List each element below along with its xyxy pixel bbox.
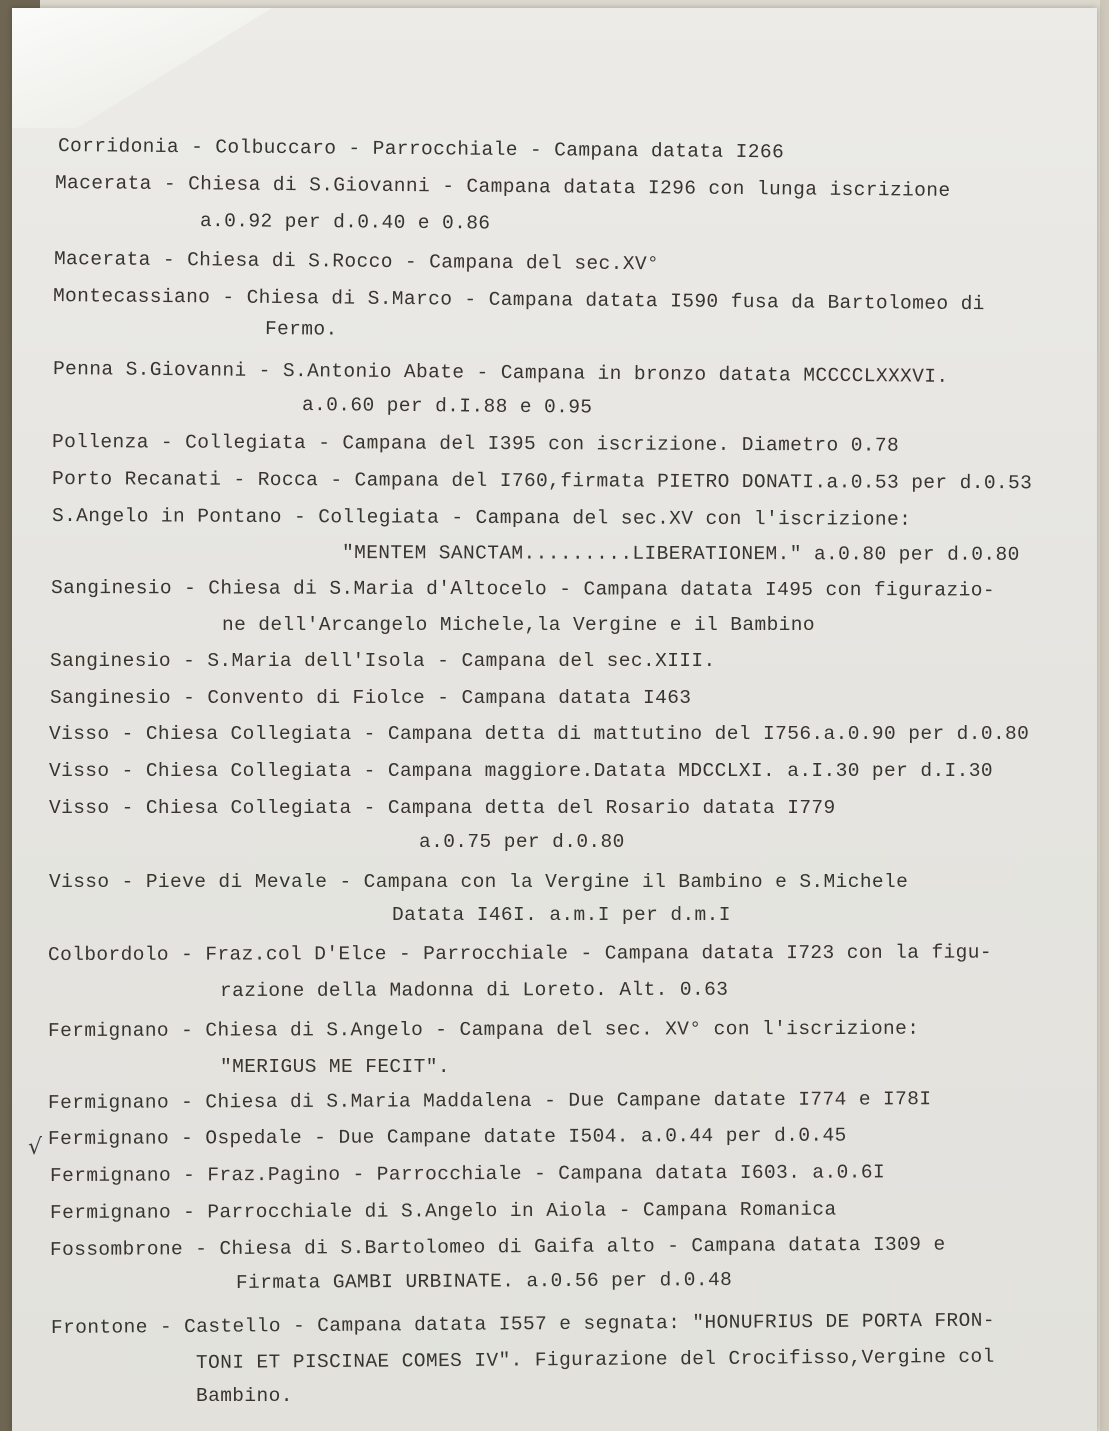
entry-line: "MENTEM SANCTAM.........LIBERATIONEM." a.0.80 per d.0.80 (341, 542, 1020, 566)
entry-line: a.0.75 per d.0.80 (419, 831, 625, 853)
entry-line: Fermignano - Chiesa di S.Angelo - Campana del sec. XV° con l'iscrizione: (47, 1017, 920, 1042)
entry-line: Porto Recanati - Rocca - Campana del I760,firmata PIETRO DONATI.a.0.53 per d.0.53 (51, 468, 1033, 495)
entry-line: Visso - Chiesa Collegiata - Campana detta del Rosario datata I779 (49, 797, 836, 819)
entry-line: Macerata - Chiesa di S.Rocco - Campana del sec.XV° (53, 248, 660, 276)
entry-line: a.0.92 per d.0.40 e 0.86 (199, 210, 491, 235)
entry-line: Fermignano - Parrocchiale di S.Angelo in Aiola - Campana Romanica (49, 1198, 837, 1224)
entry-line: Firmata GAMBI URBINATE. a.0.56 per d.0.48 (235, 1268, 733, 1294)
entry-line: Fossombrone - Chiesa di S.Bartolomeo di Gaifa alto - Campana datata I309 e (49, 1233, 946, 1261)
entry-line: ne dell'Arcangelo Michele,la Vergine e il Bambino (222, 614, 815, 636)
entry-line: S.Angelo in Pontano - Collegiata - Campana del sec.XV con l'iscrizione: (51, 505, 912, 531)
entry-line: TONI ET PISCINAE COMES IV". Figurazione del Crocifisso,Vergine col (195, 1345, 995, 1374)
entry-line: razione della Madonna di Loreto. Alt. 0.63 (219, 978, 729, 1002)
check-mark-icon: √ (28, 1135, 43, 1160)
entry-line: Visso - Chiesa Collegiata - Campana maggiore.Datata MDCCLXI. a.I.30 per d.I.30 (49, 760, 993, 782)
entry-line: Sanginesio - Convento di Fiolce - Campana datata I463 (50, 687, 692, 709)
entry-line: "MERIGUS ME FECIT". (220, 1056, 450, 1078)
entry-line: Corridonia - Colbuccaro - Parrocchiale - Campana datata I266 (57, 135, 785, 164)
entry-line: Montecassiano - Chiesa di S.Marco - Campana datata I590 fusa da Bartolomeo di (52, 285, 985, 316)
entry-line: Sanginesio - Chiesa di S.Maria d'Altocelo - Campana datata I495 con figurazio- (50, 577, 995, 602)
entry-line: Fermo. (264, 318, 338, 341)
entry-line: Datata I46I. a.m.I per d.m.I (392, 904, 731, 926)
entry-line: Fermignano - Fraz.Pagino - Parrocchiale - Campana datata I603. a.0.6I (49, 1161, 886, 1187)
entry-line: Fermignano - Chiesa di S.Maria Maddalena - Due Campane datate I774 e I78I (47, 1088, 932, 1114)
entry-line: Macerata - Chiesa di S.Giovanni - Campana datata I296 con lunga iscrizione (54, 172, 951, 202)
entry-line: Frontone - Castello - Campana datata I557 e segnata: "HONUFRIUS DE PORTA FRON- (50, 1309, 996, 1339)
entry-line: Visso - Pieve di Mevale - Campana con la Vergine il Bambino e S.Michele (49, 871, 909, 893)
entry-line: Bambino. (196, 1385, 293, 1407)
entry-line: a.0.60 per d.I.88 e 0.95 (301, 394, 593, 419)
entry-line: Visso - Chiesa Collegiata - Campana detta di mattutino del I756.a.0.90 per d.0.80 (49, 723, 1030, 745)
entry-line: Sanginesio - S.Maria dell'Isola - Campana del sec.XIII. (50, 650, 716, 672)
entry-line: Penna S.Giovanni - S.Antonio Abate - Campana in bronzo datata MCCCCLXXXVI. (52, 358, 949, 388)
entry-line: Colbordolo - Fraz.col D'Elce - Parrocchiale - Campana datata I723 con la figu- (47, 941, 992, 966)
entry-line: Pollenza - Collegiata - Campana del I395 con iscrizione. Diametro 0.78 (51, 431, 900, 457)
entry-line: Fermignano - Ospedale - Due Campane datate I504. a.0.44 per d.0.45 (47, 1124, 847, 1150)
